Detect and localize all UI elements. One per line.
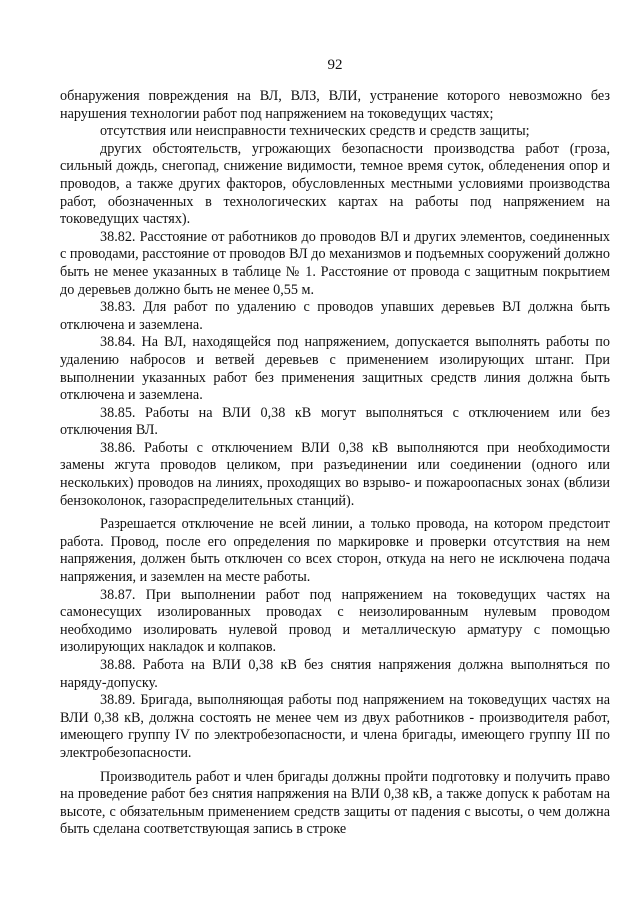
page-number: 92 bbox=[327, 57, 343, 73]
paragraph-38-86: 38.86. Работы с отключением ВЛИ 0,38 кВ выполняются при необходимости замены жгута проводов целиком, при разъединении или соединении (одного или нескольких) проводов на линиях, проходящих во взрыво- и пожароопасных зонах (вблизи бензоколонок, газораспределительных станций). bbox=[60, 439, 610, 509]
paragraph-3: других обстоятельств, угрожающих безопасности производства работ (гроза, сильный дождь, снегопад, снижение видимости, темное время суток, обледенения опор и проводов, а также других факторов, обусловленных местными условиями производства работ, обозначенных в технологических картах на работы под напряжением на токоведущих частях). bbox=[60, 140, 610, 228]
paragraph-1: обнаружения повреждения на ВЛ, ВЛЗ, ВЛИ, устранение которого невозможно без нарушения технологии работ под напряжением на токоведущих частях; bbox=[60, 88, 610, 122]
paragraph-38-85: 38.85. Работы на ВЛИ 0,38 кВ могут выполняться с отключением или без отключения ВЛ. bbox=[60, 404, 610, 439]
paragraph-38-86-cont: Разрешается отключение не всей линии, а только провода, на котором предстоит работа. Провод, после его определения по маркировке и проверки отсутствия на нем напряжения, должен быть отключен со всех сторон, откуда на него не исключена подача напряжения, и заземлен на месте работы. bbox=[60, 516, 610, 586]
paragraph-38-83: 38.83. Для работ по удалению с проводов упавших деревьев ВЛ должна быть отключена и заземлена. bbox=[60, 299, 610, 333]
paragraph-38-88: 38.88. Работа на ВЛИ 0,38 кВ без снятия напряжения должна выполняться по наряду-допуску. bbox=[60, 657, 610, 691]
paragraph-38-87: 38.87. При выполнении работ под напряжением на токоведущих частях на самонесущих изолированных проводах с неизолированным нулевым проводом необходимо изолировать нулевой провод и металлическую арматуру с помощью изолирующих накладок и колпаков. bbox=[60, 586, 610, 656]
paragraph-38-82: 38.82. Расстояние от работников до проводов ВЛ и других элементов, соединенных с проводами, расстояние от проводов ВЛ до механизмов и подъемных сооружений должно быть не менее указанных в таблице № 1. Расстояние от провода с защитным покрытием до деревьев должно быть не менее 0,55 м. bbox=[60, 228, 610, 298]
paragraph-38-89: 38.89. Бригада, выполняющая работы под напряжением на токоведущих частях на ВЛИ 0,38 кВ, должна состоять не менее чем из двух работников - производителя работ, имеющего группу IV по электробезопасности, и члена бригады, имеющего группу III по электробезопасности. bbox=[60, 692, 610, 761]
paragraph-2: отсутствия или неисправности технических средств и средств защиты; bbox=[100, 123, 530, 140]
paragraph-38-89-cont: Производитель работ и член бригады должны пройти подготовку и получить право на проведение работ без снятия напряжения на ВЛИ 0,38 кВ, а также допуск к работам на высоте, с обязательным применением средств защиты от падения с высоты, о чем должна быть сделана соответствующая запись в строке bbox=[60, 768, 610, 838]
document-body bbox=[60, 88, 610, 839]
paragraph-38-84: 38.84. На ВЛ, находящейся под напряжением, допускается выполнять работы по удалению набросов и ветвей деревьев с применением изолирующих штанг. При выполнении указанных работ без применения защитных средств линия должна быть отключена и заземлена. bbox=[60, 334, 610, 404]
